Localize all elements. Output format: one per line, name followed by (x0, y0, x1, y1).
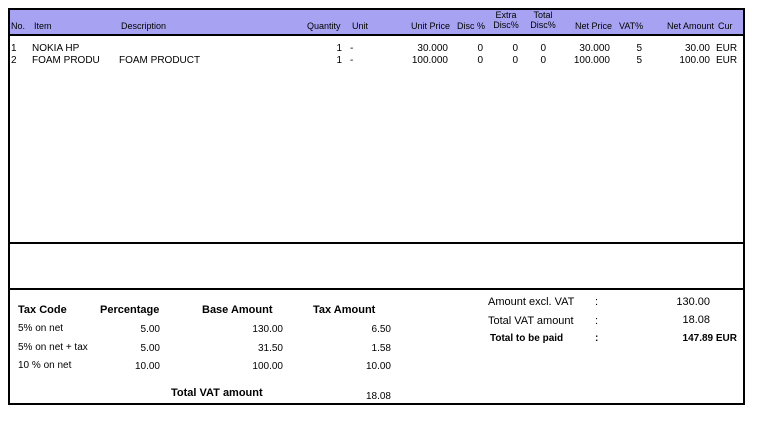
row-quantity: 1 (336, 55, 342, 66)
col-header-net-price: Net Price (574, 21, 612, 31)
summary-excl-value: 130.00 (676, 296, 710, 308)
tax-row-code: 5% on net + tax (18, 342, 88, 353)
col-header-unit: Unit (352, 21, 369, 31)
tax-total-label: Total VAT amount (171, 387, 263, 399)
summary-total-value: 147.89 EUR (682, 333, 737, 344)
col-header-item: Item (34, 21, 52, 31)
tax-row-percentage: 5.00 (140, 324, 160, 335)
tax-row-tax: 1.58 (371, 343, 391, 354)
row-quantity: 1 (336, 43, 342, 54)
col-header-extra-disc-top: Extra (495, 10, 517, 20)
col-header-description: Description (121, 21, 167, 31)
col-header-extra-disc-bottom: Disc% (493, 20, 519, 30)
row-vat: 5 (636, 55, 642, 66)
col-header-unit-price: Unit Price (410, 21, 450, 31)
row-disc: 0 (477, 43, 483, 54)
col-header-vat-pct: VAT% (619, 21, 644, 31)
table-row[interactable] (8, 55, 745, 67)
row-no: 1 (11, 43, 17, 54)
tax-row-base: 100.00 (252, 361, 283, 372)
row-unit: - (350, 55, 354, 66)
tax-row-base: 31.50 (257, 343, 283, 354)
summary-vat-value: 18.08 (682, 314, 710, 326)
row-net-price: 30.000 (579, 43, 610, 54)
row-cur: EUR (716, 43, 738, 54)
col-header-net-amount: Net Amount (666, 21, 714, 31)
summary-excl-sep: : (595, 296, 599, 308)
summary-total-sep: : (595, 333, 599, 344)
tax-row-percentage: 10.00 (134, 361, 160, 372)
section-divider (8, 288, 745, 290)
col-header-disc-pct: Disc % (457, 21, 486, 31)
col-header-total-disc-top: Total (533, 10, 553, 20)
row-item: NOKIA HP (32, 43, 80, 54)
row-unit-price: 100.000 (411, 55, 448, 66)
row-cur: EUR (716, 55, 738, 66)
row-description: FOAM PRODUCT (119, 55, 201, 66)
row-unit-price: 30.000 (417, 43, 448, 54)
row-extra-disc: 0 (512, 55, 518, 66)
col-header-cur: Cur (718, 21, 733, 31)
col-header-quantity: Quantity (307, 21, 341, 31)
row-total-disc: 0 (540, 43, 546, 54)
row-disc: 0 (477, 55, 483, 66)
row-net-price: 100.000 (573, 55, 610, 66)
row-vat: 5 (636, 43, 642, 54)
col-header-total-disc-bottom: Disc% (530, 20, 556, 30)
tax-header-code: Tax Code (18, 304, 67, 316)
summary-vat-label: Total VAT amount (488, 315, 574, 327)
tax-row-percentage: 5.00 (140, 343, 160, 354)
row-item: FOAM PRODU (32, 55, 100, 66)
tax-row-code: 5% on net (18, 323, 64, 334)
tax-header-tax: Tax Amount (313, 304, 376, 316)
summary-total-label: Total to be paid (490, 333, 564, 344)
column-header-bar (8, 8, 745, 36)
row-no: 2 (11, 55, 17, 66)
row-net-amount: 100.00 (679, 55, 710, 66)
table-row[interactable] (8, 43, 745, 55)
tax-row-tax: 6.50 (371, 324, 391, 335)
row-unit: - (350, 43, 354, 54)
tax-row-base: 130.00 (252, 324, 283, 335)
col-header-no: No. (11, 21, 26, 31)
tax-header-percentage: Percentage (100, 304, 160, 316)
row-extra-disc: 0 (512, 43, 518, 54)
summary-vat-sep: : (595, 315, 599, 327)
tax-total-value: 18.08 (365, 391, 391, 402)
row-net-amount: 30.00 (684, 43, 710, 54)
summary-excl-label: Amount excl. VAT (488, 296, 575, 308)
tax-header-base: Base Amount (202, 304, 273, 316)
tax-row-tax: 10.00 (365, 361, 391, 372)
section-divider (8, 242, 745, 244)
row-total-disc: 0 (540, 55, 546, 66)
tax-row-code: 10 % on net (18, 360, 72, 371)
